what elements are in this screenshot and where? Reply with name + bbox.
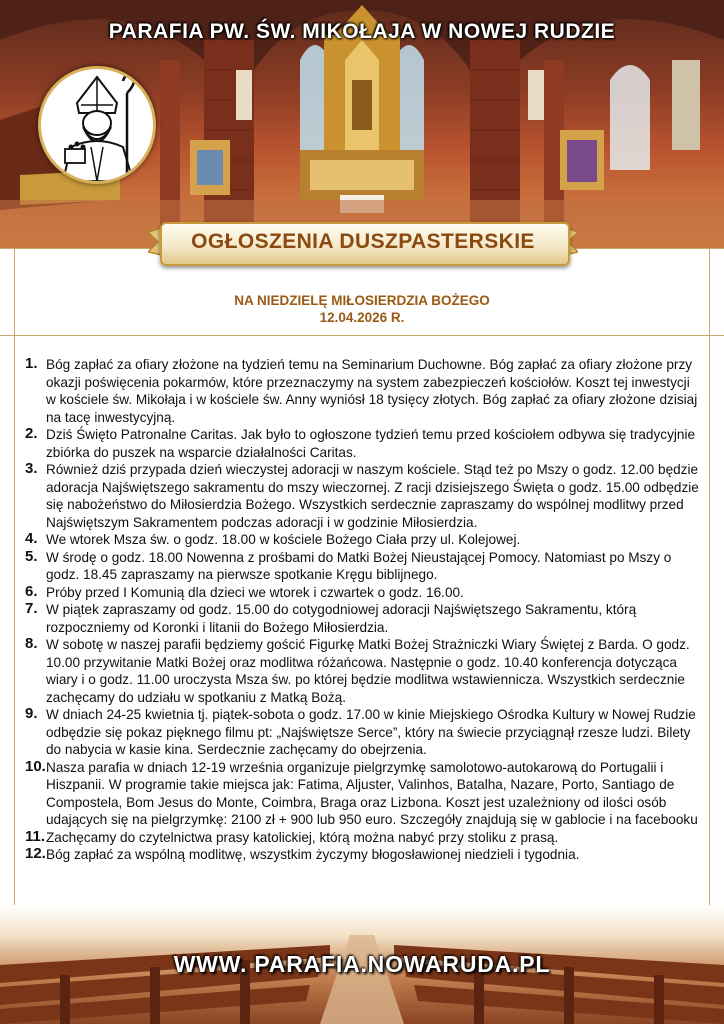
announcements-list (25, 356, 701, 864)
announcement-item (25, 601, 701, 636)
announcement-number: 9. (25, 705, 38, 722)
announcement-text: W środę o godz. 18.00 Nowenna z prośbami do Matki Bożej Nieustającej Pomocy. Natomiast po Mszy o godz. 18.45 zapraszamy na pierwsze spotkanie Kręgu biblijnego. (46, 549, 672, 582)
announcement-number: 11. (25, 827, 46, 845)
announcement-item (25, 461, 701, 531)
frame-line-middle (0, 335, 724, 336)
sunday-name: NA NIEDZIELĘ MIŁOSIERDZIA BOŻEGO (234, 293, 490, 308)
announcement-text: Dziś Święto Patronalne Caritas. Jak było to ogłoszone tydzień temu przed kościołem odbywa się tradycyjnie zbiórka do puszek na wsparcie działalności Caritas. (46, 427, 696, 460)
announcements-banner (148, 218, 578, 266)
announcement-text: Również dziś przypada dzień wieczystej adoracji w naszym kościele. Stąd też po Mszy o godz. 12.00 będzie adoracja Najświętszego sakramentu do mszy wieczornej. Z racji dzisiejszego Święta o godz. 15.00 odbędzie się nabożeństwo do Miłosierdzia Bożego. Wszystkich serdecznie zapraszamy do wspólnej modlitwy przed Najświętszym Sakramentem podczas adoracji i w godzinie Miłosierdzia. (46, 462, 699, 530)
announcement-item (25, 584, 701, 602)
announcement-item (25, 549, 701, 584)
announcement-item (25, 706, 701, 759)
announcement-item (25, 846, 701, 864)
frame-line-left (14, 248, 15, 968)
announcement-number: 4. (25, 530, 38, 547)
announcement-text: Zachęcamy do czytelnictwa prasy katolickiej, którą można nabyć przy stoliku z prasą. (46, 829, 559, 845)
sunday-heading (0, 292, 724, 326)
announcement-item (25, 759, 701, 829)
sunday-date: 12.04.2026 R. (319, 310, 405, 325)
announcement-number: 2. (25, 425, 38, 442)
announcement-number: 6. (25, 582, 38, 600)
church-interior-photo (0, 0, 724, 248)
announcement-text: W sobotę w naszej parafii będziemy gościć Figurkę Matki Bożej Strażniczki Wiary Świętej z Barda. O godz. 10.00 przywitanie Matki Bożej oraz modlitwa różańcowa. Następnie o godz. 10.40 konferencja dotycząca wiary i o godz. 11.00 uroczysta Msza św. po której będzie modlitwa wstawiennicza. Wszystkich serdecznie zachęcamy do udziału w spotkaniu z Matką Bożą. (46, 637, 690, 705)
announcement-text: Nasza parafia w dniach 12-19 września organizuje pielgrzymkę samolotowo-autokarową do Portugalii i Hiszpanii. W programie takie miejsca jak: Fatima, Aljuster, Valinhos, Batalha, Nazare, Porto, Santiago de Compostela, Bom Jesus do Monte, Coimbra, Braga oraz Lizbona. Koszt jest uzależniony od ilości osób udających się na pielgrzymkę: 2100 zł + 900 lub 950 euro. Szczegóły znajdują się w gablocie i na facebooku (46, 759, 698, 827)
announcement-item (25, 829, 701, 847)
announcement-text: Bóg zapłać za ofiary złożone na tydzień temu na Seminarium Duchowne. Bóg zapłać za ofiary złożone przy okazji poświęcenia pokarmów, które przeznaczymy na system zabezpieczeń kościołów. Koszt tej inwestycji w kościele św. Mikołaja i w kościele św. Anny wyniósł 18 tysięcy złotych. Bóg zapłać za ofiary złożone dzisiaj na tacę inwestycyjną. (46, 357, 698, 425)
announcement-number: 7. (25, 600, 38, 617)
announcement-text: Bóg zapłać za wspólną modlitwę, wszystkim życzymy błogosławionej niedzieli i tygodnia. (46, 847, 580, 862)
parish-title: PARAFIA PW. ŚW. MIKOŁAJA W NOWEJ RUDZIE (108, 20, 616, 43)
announcement-text: Próby przed I Komunią dla dzieci we wtorek i czwartek o godz. 16.00. (46, 584, 464, 600)
announcement-item (25, 531, 701, 549)
announcement-number: 10. (25, 757, 46, 775)
announcement-number: 12. (25, 845, 46, 862)
announcement-text: We wtorek Msza św. o godz. 18.00 w kościele Bożego Ciała przy ul. Kolejowej. (46, 532, 521, 547)
church-pews-photo (0, 905, 724, 1024)
announcement-number: 1. (25, 355, 38, 372)
announcement-text: W piątek zapraszamy od godz. 15.00 do cotygodniowej adoracji Najświętszego Sakramentu, którą rozpoczniemy od Koronki i litanii do Bożego Miłosierdzia. (46, 602, 637, 635)
announcement-text: W dniach 24-25 kwietnia tj. piątek-sobota o godz. 17.00 w kinie Miejskiego Ośrodka Kultury w Nowej Rudzie odbędzie się pokaz pięknego filmu pt: „Najświętsze Serce”, który na świecie przyciągnął rzesze ludzi. Bilety do nabycia w kasie kina. Serdecznie zachęcamy do obejrzenia. (46, 707, 696, 757)
parish-website-link[interactable]: WWW. PARAFIA.NOWARUDA.PL (173, 951, 551, 977)
announcement-number: 3. (25, 460, 38, 477)
announcement-item (25, 636, 701, 706)
banner-title: OGŁOSZENIA DUSZPASTERSKIE (191, 230, 535, 253)
announcement-item (25, 426, 701, 461)
saint-nicholas-emblem (38, 66, 156, 184)
announcement-number: 8. (25, 635, 38, 652)
announcement-number: 5. (25, 547, 38, 565)
frame-line-right (709, 248, 710, 968)
announcement-item (25, 356, 701, 426)
